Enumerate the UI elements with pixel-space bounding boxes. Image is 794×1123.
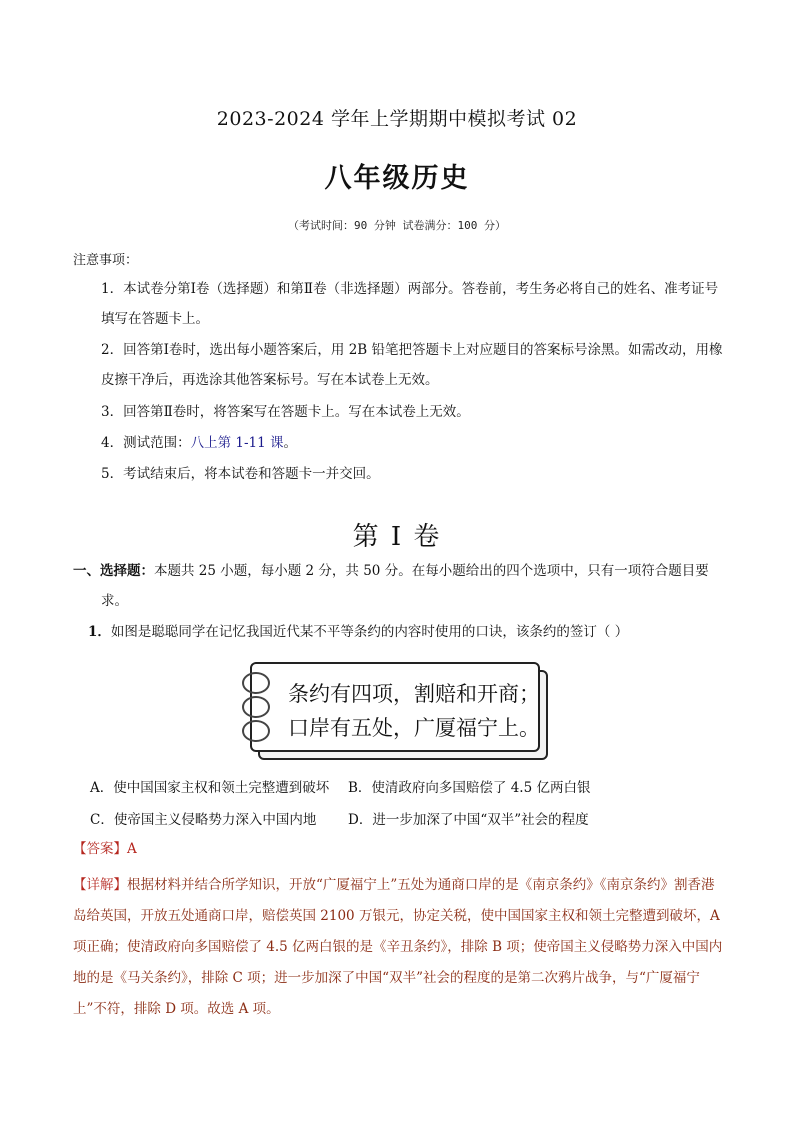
question-1-stem: [88, 620, 628, 640]
exam-info: （考试时间：90 分钟 试卷满分：100 分）: [288, 219, 506, 232]
section-title: 第 I 卷: [352, 522, 442, 552]
note-item-4-suffix: 。: [283, 435, 298, 451]
option-c: C．使帝国主义侵略势力深入中国内地: [90, 812, 317, 828]
binder-ring-icon: [242, 720, 270, 742]
instruction-prefix: 一、选择题：: [73, 563, 154, 579]
option-b: B．使清政府向多国赔偿了 4.5 亿两白银: [348, 780, 591, 796]
question-number: 1．: [88, 624, 111, 640]
option-d: D．进一步加深了中国“双半”社会的程度: [348, 812, 589, 828]
note-item-4-prefix: 4．测试范围：: [101, 435, 191, 451]
option-a: A．使中国国家主权和领土完整遭到破坏: [90, 780, 330, 796]
verse-line-2: 口岸有五处，广厦福宁上。: [288, 716, 540, 740]
test-scope: 八上第 1-11 课: [190, 435, 284, 451]
instruction-end: 求。: [101, 593, 128, 609]
instruction-text: 本题共 25 小题，每小题 2 分，共 50 分。在每小题给出的四个选项中，只有一项符合题目要: [154, 563, 709, 579]
question-text: 如图是聪聪同学在记忆我国近代某不平等条约的内容时使用的口诀，该条约的签订（ ）: [110, 624, 629, 640]
note-item-3: 3．回答第Ⅱ卷时，将答案写在答题卡上。写在本试卷上无效。: [101, 404, 470, 420]
binder-ring-icon: [242, 696, 270, 718]
verse-line-1: 条约有四项，割赔和开商；: [288, 682, 540, 706]
explanation-label: 【详解】: [73, 877, 127, 893]
binder-ring-icon: [242, 672, 270, 694]
note-item-5: 5．考试结束后，将本试卷和答题卡一并交回。: [101, 466, 380, 482]
section-instruction: [73, 556, 728, 616]
subject-title: 八年级历史: [324, 163, 470, 194]
notes-heading: 注意事项：: [73, 253, 139, 268]
note-item-2: 2．回答第Ⅰ卷时，选出每小题答案后，用 2B 铅笔把答题卡上对应题目的答案标号涂黑。如需改动，用橡皮擦干净后，再选涂其他答案标号。写在本试卷上无效。: [101, 342, 723, 388]
explanation: [73, 870, 723, 1025]
explanation-text: 根据材料并结合所学知识，开放“广厦福宁上”五处为通商口岸的是《南京条约》《南京条约》割香港岛给英国，开放五处通商口岸，赔偿英国 2100 万银元，协定关税，使中国国家主权和领土完整遭到破坏，A 项正确；使清政府向多国赔偿了 4.5 亿两白银的是《辛丑条约》，排除 B 项；使帝国主义侵略势力深入中国内地的是《马关条约》，排除 C 项；进一步加深了中国“双半”社会的程度的是第二次鸦片战争，与“广厦福宁上”不符，排除 D 项。故选 A 项。: [73, 877, 723, 1017]
exam-title: 2023-2024 学年上学期期中模拟考试 02: [216, 108, 578, 130]
note-item-1: 1．本试卷分第Ⅰ卷（选择题）和第Ⅱ卷（非选择题）两部分。答卷前，考生务必将自己的姓名、准考证号填写在答题卡上。: [101, 281, 719, 327]
card-body: [250, 662, 540, 752]
note-item-4: [73, 428, 723, 458]
answer-line: 【答案】A: [73, 841, 137, 857]
mnemonic-card: [250, 662, 542, 754]
